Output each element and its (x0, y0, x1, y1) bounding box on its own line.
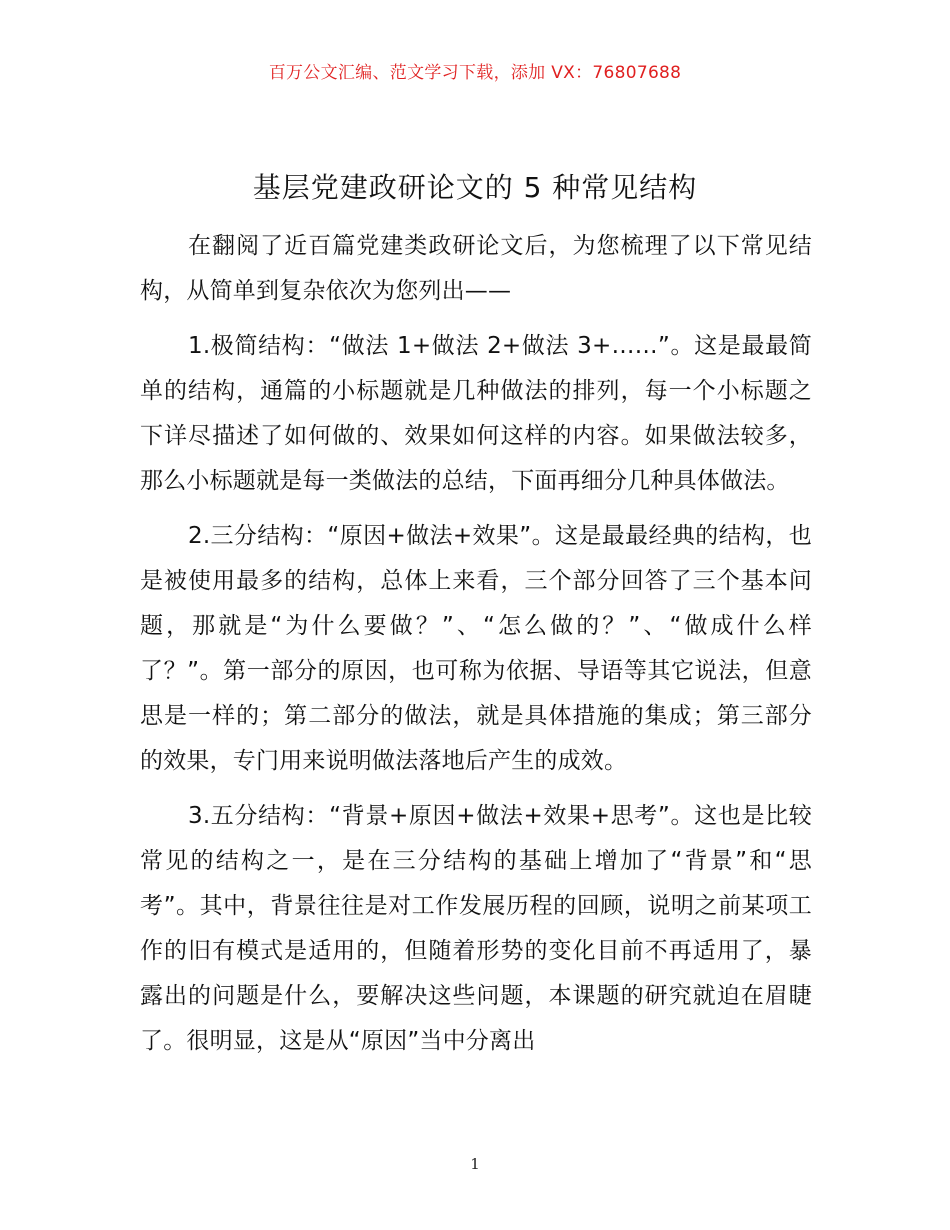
page-number: 1 (470, 1155, 480, 1173)
paragraph-structure-2: 2.三分结构：“原因+做法+效果”。这是最最经典的结构，也是被使用最多的结构，总体上来看，三个部分回答了三个基本问题，那就是“为什么要做？”、“怎么做的？”、“做成什么样了？”。第一部分的原因，也可称为依据、导语等其它说法，但意思是一样的；第二部分的做法，就是具体措施的集成；第三部分的效果，专门用来说明做法落地后产生的成效。 (140, 523, 812, 774)
paragraph-structure-1: 1.极简结构：“做法 1+做法 2+做法 3+……”。这是最最简单的结构，通篇的小标题就是几种做法的排列，每一个小标题之下详尽描述了如何做的、效果如何这样的内容。如果做法较多，那么小标题就是每一类做法的总结，下面再细分几种具体做法。 (140, 333, 812, 494)
document-body (140, 224, 812, 1074)
document-title: 基层党建政研论文的 5 种常见结构 (252, 171, 698, 204)
paragraph-intro: 在翻阅了近百篇党建类政研论文后，为您梳理了以下常见结构，从简单到复杂依次为您列出—— (140, 233, 812, 304)
paragraph-structure-3: 3.五分结构：“背景+原因+做法+效果+思考”。这也是比较常见的结构之一，是在三分结构的基础上增加了“背景”和“思考”。其中，背景往往是对工作发展历程的回顾，说明之前某项工作的旧有模式是适用的，但随着形势的变化目前不再适用了，暴露出的问题是什么，要解决这些问题，本课题的研究就迫在眉睫了。很明显，这是从“原因”当中分离出 (140, 803, 812, 1054)
header-note: 百万公文汇编、范文学习下载，添加 VX：76807688 (268, 63, 682, 83)
